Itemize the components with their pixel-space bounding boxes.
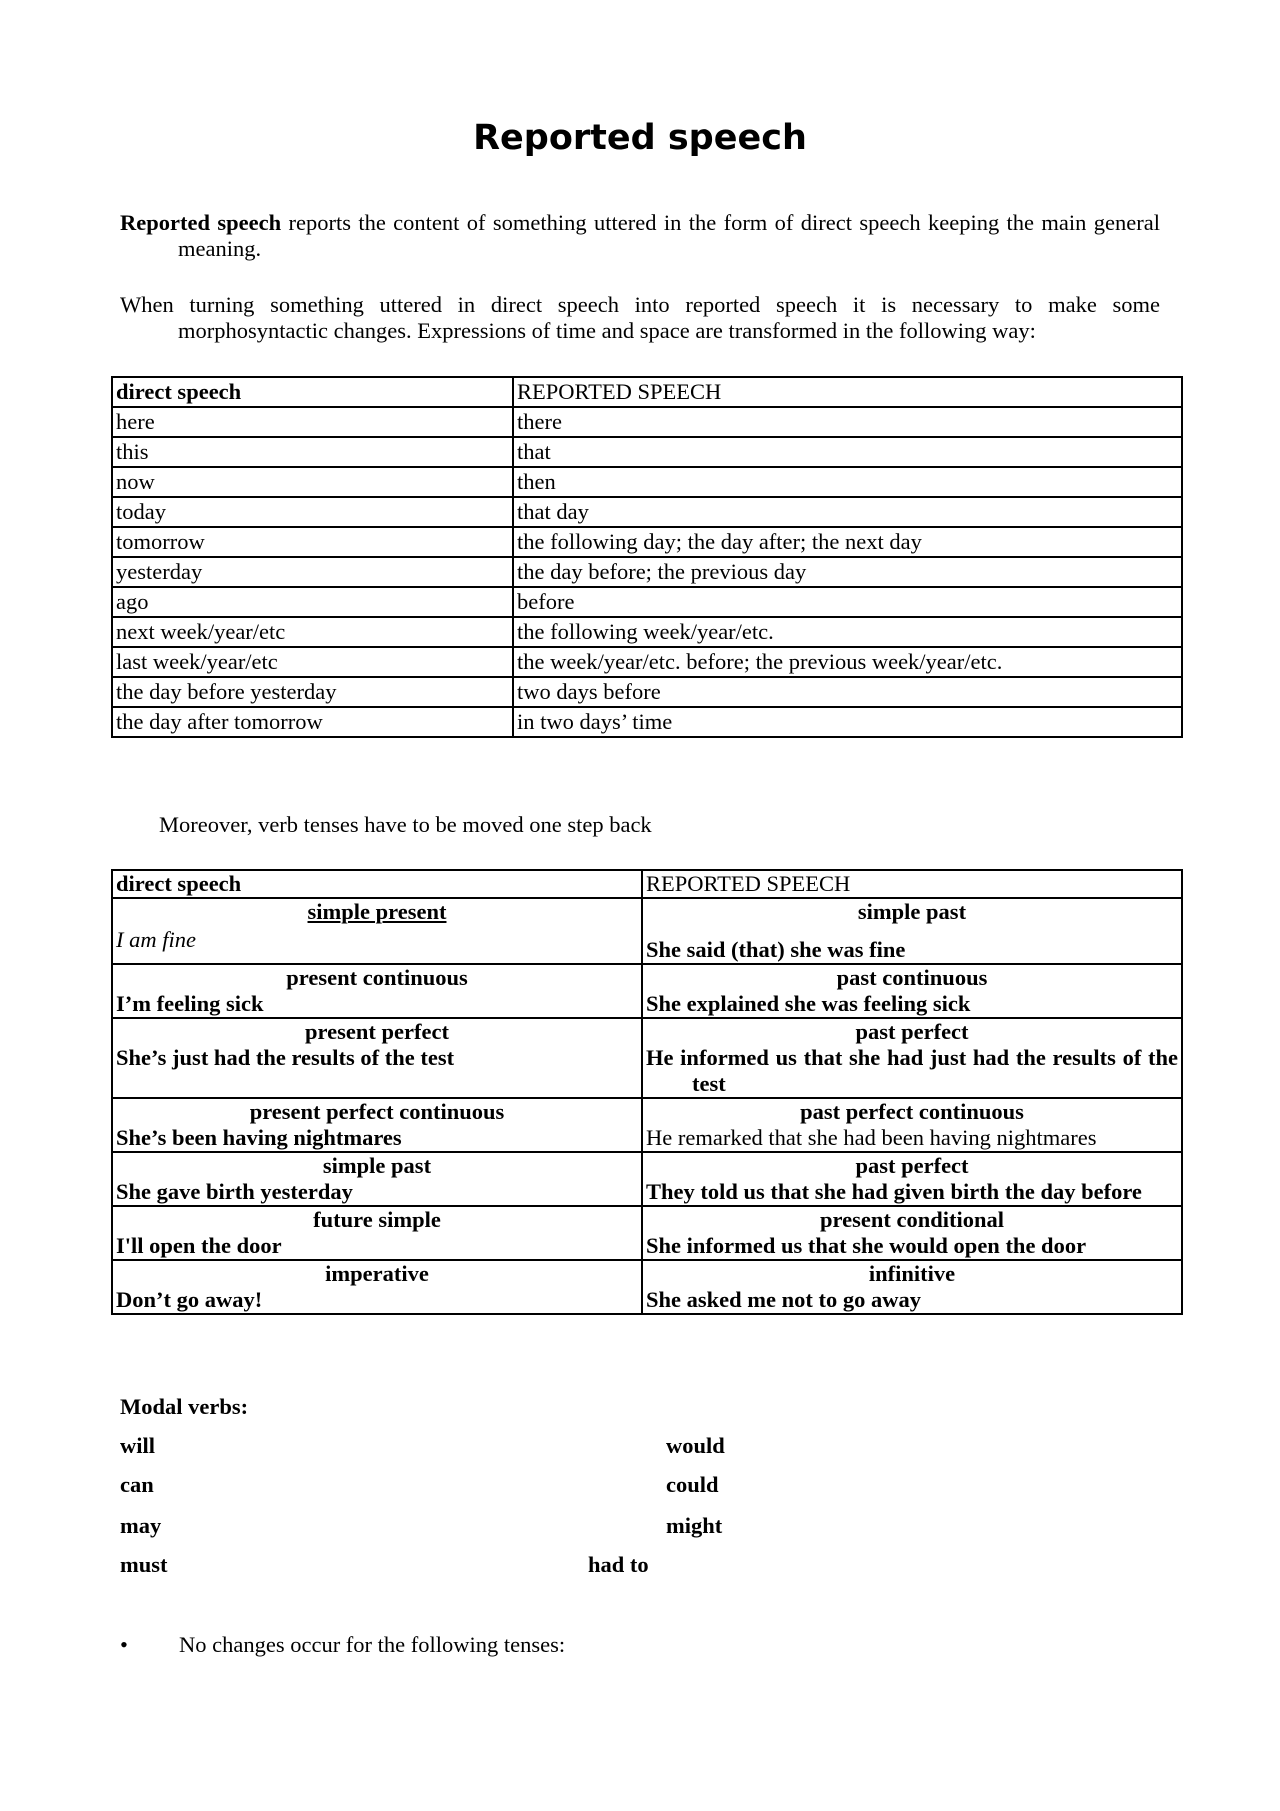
direct-cell bbox=[112, 1152, 642, 1206]
table-row bbox=[112, 407, 1182, 437]
reported-tense: past perfect continuous bbox=[800, 1099, 1024, 1124]
tenses-table bbox=[111, 869, 1183, 1315]
direct-cell: the day before yesterday bbox=[112, 677, 513, 707]
transform-paragraph: When turning something uttered in direct speech into reported speech it is necessary to make some morphosyntactic changes. Expressions of time and space are transformed in the following way: bbox=[120, 292, 1160, 343]
direct-example: She’s just had the results of the test bbox=[116, 1045, 455, 1070]
table-row bbox=[112, 557, 1182, 587]
modal-direct: may bbox=[120, 1513, 162, 1538]
header-direct: direct speech bbox=[112, 377, 513, 407]
reported-example: She said (that) she was fine bbox=[646, 937, 906, 962]
direct-cell: ago bbox=[112, 587, 513, 617]
moreover-text: Moreover, verb tenses have to be moved one step back bbox=[159, 812, 652, 837]
reported-cell: before bbox=[513, 587, 1182, 617]
bullet-text: No changes occur for the following tenses: bbox=[179, 1632, 566, 1657]
intro-paragraph bbox=[120, 210, 1160, 262]
reported-cell bbox=[642, 1260, 1182, 1314]
table-row bbox=[112, 707, 1182, 737]
direct-cell: next week/year/etc bbox=[112, 617, 513, 647]
table-header-row bbox=[112, 377, 1182, 407]
table-row bbox=[112, 617, 1182, 647]
table-row bbox=[112, 527, 1182, 557]
reported-cell: in two days’ time bbox=[513, 707, 1182, 737]
reported-example: She explained she was feeling sick bbox=[646, 991, 971, 1016]
table-row bbox=[112, 1152, 1182, 1206]
table-row bbox=[112, 1206, 1182, 1260]
direct-cell: now bbox=[112, 467, 513, 497]
direct-tense: present continuous bbox=[286, 965, 468, 990]
reported-cell bbox=[642, 1098, 1182, 1152]
modal-heading: Modal verbs: bbox=[120, 1394, 249, 1419]
bullet-icon: • bbox=[120, 1632, 128, 1657]
reported-cell bbox=[642, 1152, 1182, 1206]
reported-cell: two days before bbox=[513, 677, 1182, 707]
direct-cell bbox=[112, 1018, 642, 1098]
header-reported: REPORTED SPEECH bbox=[513, 377, 1182, 407]
direct-example: I am fine bbox=[116, 927, 196, 952]
reported-tense: infinitive bbox=[868, 1261, 956, 1286]
direct-tense: future simple bbox=[313, 1207, 441, 1232]
direct-cell: tomorrow bbox=[112, 527, 513, 557]
table-row bbox=[112, 1018, 1182, 1098]
table-row bbox=[112, 497, 1182, 527]
header-direct: direct speech bbox=[112, 870, 642, 898]
modal-reported: had to bbox=[588, 1552, 649, 1577]
table-row bbox=[112, 647, 1182, 677]
reported-example: She asked me not to go away bbox=[646, 1287, 922, 1312]
reported-cell: that day bbox=[513, 497, 1182, 527]
direct-cell bbox=[112, 898, 642, 964]
direct-cell: last week/year/etc bbox=[112, 647, 513, 677]
reported-cell bbox=[642, 1206, 1182, 1260]
reported-cell bbox=[642, 898, 1182, 964]
direct-cell: this bbox=[112, 437, 513, 467]
table-row bbox=[112, 467, 1182, 497]
modal-reported: could bbox=[666, 1472, 719, 1497]
reported-cell: there bbox=[513, 407, 1182, 437]
table-row bbox=[112, 1260, 1182, 1314]
direct-tense: present perfect continuous bbox=[249, 1099, 505, 1124]
reported-cell bbox=[642, 964, 1182, 1018]
modal-direct: must bbox=[120, 1552, 168, 1577]
expressions-table bbox=[111, 376, 1183, 738]
table-header-row bbox=[112, 870, 1182, 898]
direct-cell: the day after tomorrow bbox=[112, 707, 513, 737]
direct-tense: simple present bbox=[307, 899, 447, 924]
direct-tense: simple past bbox=[322, 1153, 432, 1178]
modal-direct: will bbox=[120, 1433, 156, 1458]
table-row bbox=[112, 898, 1182, 964]
direct-cell bbox=[112, 1260, 642, 1314]
direct-example: I’m feeling sick bbox=[116, 991, 264, 1016]
table-row bbox=[112, 677, 1182, 707]
reported-cell: that bbox=[513, 437, 1182, 467]
direct-example: I'll open the door bbox=[116, 1233, 282, 1258]
reported-example: She informed us that she would open the door bbox=[646, 1233, 1087, 1258]
header-reported: REPORTED SPEECH bbox=[642, 870, 1182, 898]
direct-cell: here bbox=[112, 407, 513, 437]
table-row bbox=[112, 1098, 1182, 1152]
intro-definition: reports the content of something uttered in the form of direct speech keeping the main general meaning. bbox=[178, 210, 1160, 261]
direct-example: She’s been having nightmares bbox=[116, 1125, 402, 1150]
modal-direct: can bbox=[120, 1472, 154, 1497]
modal-reported: might bbox=[666, 1513, 723, 1538]
reported-cell: the day before; the previous day bbox=[513, 557, 1182, 587]
direct-tense: imperative bbox=[325, 1261, 429, 1286]
reported-cell: the week/year/etc. before; the previous week/year/etc. bbox=[513, 647, 1182, 677]
reported-cell: the following day; the day after; the next day bbox=[513, 527, 1182, 557]
reported-example: He informed us that she had just had the results of the test bbox=[646, 1045, 1178, 1096]
reported-example: They told us that she had given birth the day before bbox=[646, 1179, 1142, 1204]
reported-cell: then bbox=[513, 467, 1182, 497]
direct-tense: present perfect bbox=[305, 1019, 449, 1044]
page-title: Reported speech bbox=[473, 118, 807, 158]
reported-tense: present conditional bbox=[820, 1207, 1004, 1232]
direct-example: She gave birth yesterday bbox=[116, 1179, 353, 1204]
intro-term: Reported speech bbox=[120, 210, 282, 235]
table-row bbox=[112, 964, 1182, 1018]
direct-cell bbox=[112, 964, 642, 1018]
direct-example: Don’t go away! bbox=[116, 1287, 263, 1312]
modal-reported: would bbox=[666, 1433, 725, 1458]
direct-cell bbox=[112, 1206, 642, 1260]
reported-tense: past continuous bbox=[836, 965, 988, 990]
reported-tense: past perfect bbox=[855, 1019, 969, 1044]
direct-cell bbox=[112, 1098, 642, 1152]
reported-cell bbox=[642, 1018, 1182, 1098]
reported-example: He remarked that she had been having nightmares bbox=[646, 1125, 1097, 1150]
direct-cell: yesterday bbox=[112, 557, 513, 587]
reported-cell: the following week/year/etc. bbox=[513, 617, 1182, 647]
table-row bbox=[112, 587, 1182, 617]
reported-tense: past perfect bbox=[855, 1153, 969, 1178]
reported-tense: simple past bbox=[857, 899, 967, 924]
table-row bbox=[112, 437, 1182, 467]
direct-cell: today bbox=[112, 497, 513, 527]
